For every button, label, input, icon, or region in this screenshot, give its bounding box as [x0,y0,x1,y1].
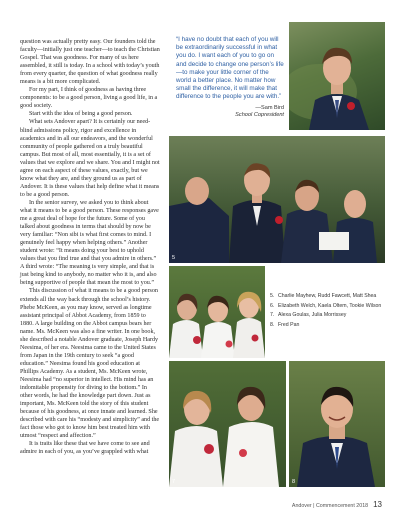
caption-text: Elizabeth Welch, Kaela Oltem, Tookie Wilson [278,302,382,309]
publication-name: Andover | Commencement 2018 [291,503,369,509]
quote-text: “I have no doubt that each of you will be extraordinarily successful in what you do. I want each of you to go on and decide to change one person’s life—to make your little corner of the world a better place. No matter how small the difference, it will make that difference to the people you are with.” [176,36,284,101]
group-photo-icon [169,136,385,263]
flowers-photo-icon [169,266,265,358]
caption-text: Charlie Mayhew, Rudd Fawcett, Matt Shea [278,293,377,299]
body-paragraph: In the senior survey, we asked you to think about what it means to be a good person. These responses gave me a great deal of hope for the future. Some of you talked about goodness in terms that should by now be very familiar: “Non sibi is what first comes to mind. I genuinely feel happy when helping others.” Another student wrote: “It means doing your best to uphold values that you find true and that you admire in others.” A third wrote: “The meaning is very simple, and that is just being kind to anybody, no matter who it is, and also being supportive of people that mean the most to you.” [20,199,159,287]
body-paragraph: For my part, I think of goodness as having three components: to be a good person, living a good life, in a good society. [20,87,158,110]
quote-attribution [176,105,284,119]
two-graduates-icon [169,361,286,487]
caption-number: 6. [270,302,275,309]
flowers-photo-6 [169,266,265,358]
caption-item [270,303,388,310]
caption-item [270,322,388,329]
photo-number: 7 [172,479,176,485]
body-paragraph: This discussion of what it means to be a good person extends all the way back through the school’s history. Phebe McKeen, as you may know, served as longtime assistant principal of Abbot Academy, from 1859 to 1880. A large building on the Abbot campus bears her name. Ms. McKeen was also a fine writer. In one book, she described a notable Andover graduate, Joseph Hardy Neesima, of her era. Neesima came to the United States from Japan in the 19th century to seek “a good education.” Neesima found his good education at Phillips Academy. As a student, Ms. McKeen wrote, Neesima had “no superior in intellect. His mind has an indomitable propensity for diving to the bottom.” In other words, he had the knowledge part down. Just as important, Ms. McKeen told the story of this student because of his goodness, at once innate and learned. She described with care his “modesty and simplicity” and the fact those who got to know him best treated him with utmost “respect and affection.” [20,288,160,440]
pull-quote [176,36,284,119]
graduate-portrait-icon [289,22,385,130]
photo-number: 8 [292,479,296,485]
graduate-photo-8 [289,361,385,487]
body-paragraph: What sets Andover apart? It is certainly our need-blind admissions policy, rigor and excellence in academics and in all our endeavors, and the wonderful community of people gathered on a truly beautiful campus. But most of all, most essentially, it is a set of values that we explore and we share. You and I might not agree on each aspect of these values, exactly, but we know what they are, and they ground us as part of Andover. It is these values that help define what it means to be a good person. [20,119,160,198]
caption-number: 5. [270,293,275,299]
caption-number: 7. [270,312,275,319]
page-number: 13 [373,500,382,509]
body-paragraph: It is traits like these that we have come to see and admire in each of you, as you’ve grappled with what [20,441,150,456]
body-paragraph: Start with the idea of being a good person. [29,111,133,118]
page-footer [272,500,382,509]
graduate-portrait-photo [289,22,385,130]
caption-number: 8. [270,321,275,328]
body-paragraph: question was actually pretty easy. Our founders told the faculty—initially just one teacher—to teach the Christian Gospel. That was goodness. For many of us here assembled, it still is today. In a school with today’s youth from every quarter, the question of what goodness really means is a bit more complicated. [20,39,160,86]
quote-author: —Sam Bird [255,104,284,111]
caption-text: Fred Pan [278,321,300,328]
caption-item [270,312,388,319]
quote-author-role: School Copresident [235,111,284,118]
flowers-photo-7 [169,361,286,487]
article-body [20,38,160,456]
caption-item [270,293,388,300]
smiling-graduate-icon [289,361,385,487]
caption-text: Alexa Goulas, Julia Morrissey [278,312,347,319]
group-photo-5 [169,136,385,263]
photo-captions [270,293,388,331]
photo-number: 5 [172,255,176,261]
